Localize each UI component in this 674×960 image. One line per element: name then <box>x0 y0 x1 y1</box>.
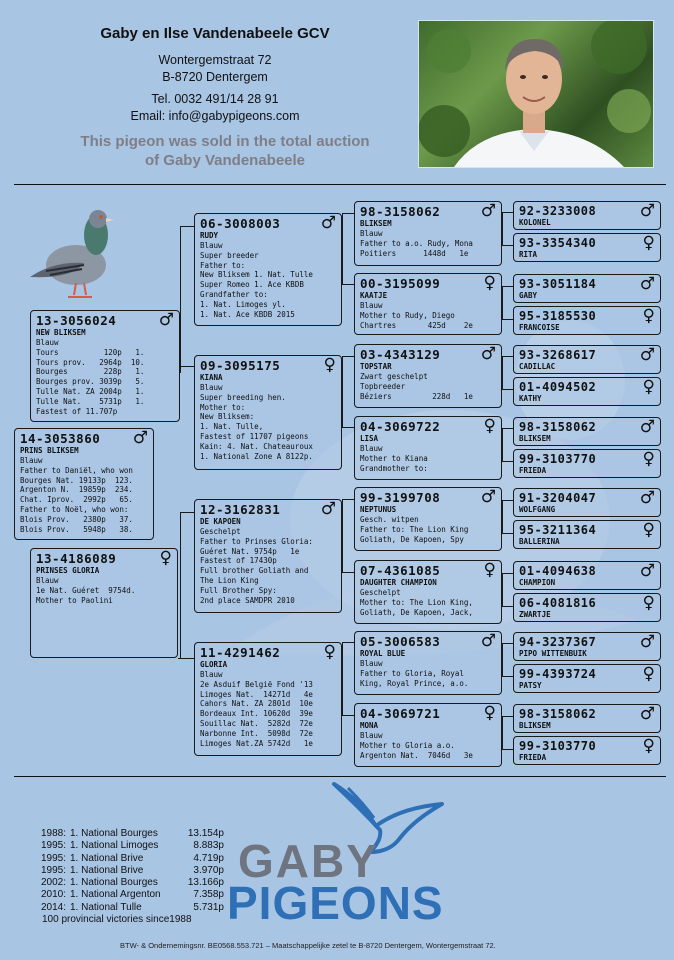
logo-text-gaby: GABY <box>238 835 379 887</box>
header-divider <box>14 184 666 185</box>
info-line: King, Royal Prince, a.o. <box>360 678 469 688</box>
gen3-card-neptunus[interactable] <box>354 487 502 551</box>
info-line: Goliath, De Kapoen, Jack, <box>360 607 473 617</box>
female-icon: ♀ <box>642 233 655 253</box>
female-icon: ♀ <box>483 560 496 580</box>
pigeon-name: BLIKSEM <box>519 721 551 730</box>
achievement-year: 2002: <box>40 877 66 889</box>
main-pigeon-card[interactable] <box>30 310 180 422</box>
gen4-card[interactable] <box>513 632 661 661</box>
gen4-card[interactable] <box>513 306 661 335</box>
male-icon: ♂ <box>639 417 655 437</box>
address-street: Wontergemstraat 72 <box>158 53 272 67</box>
info-line: 1. Nat. Ace KBDB 2015 <box>200 309 295 319</box>
info-line: Grandmother to: <box>360 463 428 473</box>
info-line: Blauw <box>360 301 383 310</box>
info-line: Full brother Goliath and <box>200 566 309 576</box>
info-line: Blauw <box>200 241 223 250</box>
gen4-card[interactable] <box>513 593 661 622</box>
info-line: Tours prov. 2964p 10. <box>36 357 145 367</box>
pigeon-name: CADILLAC <box>519 362 556 371</box>
info-line: 2e Asduif België Fond '13 <box>200 679 313 689</box>
female-icon: ♀ <box>483 273 496 293</box>
pigeon-name: CHAMPION <box>519 578 556 587</box>
male-icon: ♂ <box>320 499 336 519</box>
female-icon: ♀ <box>642 449 655 469</box>
info-line: Blauw <box>20 456 43 465</box>
male-icon: ♂ <box>639 274 655 294</box>
connector-dam-to-gen2 <box>180 512 195 659</box>
info-line: Father to: The Lion King <box>360 524 469 534</box>
male-icon: ♂ <box>639 561 655 581</box>
info-line: Mother to: <box>200 402 246 412</box>
info-line: Fastest of 17430p <box>200 556 277 566</box>
info-line: Blauw <box>360 731 383 740</box>
dam-card[interactable] <box>30 548 178 658</box>
info-line: 1e Nat. Guéret 9754d. <box>36 585 136 595</box>
info-line: Geschelpt <box>360 588 401 597</box>
info-line: 1. National Zone A 8122p. <box>200 451 313 461</box>
info-line: Argenton Nat. 7046d 3e <box>360 750 473 760</box>
ring-number: 01-4094638 <box>519 564 597 578</box>
pigeon-name: RUDY <box>200 231 219 240</box>
female-icon: ♀ <box>642 664 655 684</box>
logo-text-pigeons: PIGEONS <box>227 877 444 929</box>
male-icon: ♂ <box>639 201 655 221</box>
ring-number: 99-3103770 <box>519 452 597 466</box>
pigeon-name: DAUGHTER CHAMPION <box>360 578 437 587</box>
achievement-event: 1. National Bourges <box>70 828 158 839</box>
pigeon-name: ZWARTJE <box>519 610 551 619</box>
gen3-card-topstar[interactable] <box>354 344 502 408</box>
company-footer: BTW- & Ondernemingsnr. BE0568.553.721 – Maatschappelijke zetel te B-8720 Dentergem, Wontergemstraat 72. <box>120 941 496 950</box>
gen4-card[interactable] <box>513 345 661 374</box>
pigeon-name: PATSY <box>519 681 542 690</box>
pigeon-name: FRIEDA <box>519 466 547 475</box>
info-line: Béziers 228d 1e <box>360 391 473 401</box>
info-line: Super breeding hen. <box>200 392 286 402</box>
ring-number: 91-3204047 <box>519 491 597 505</box>
achievement-year: 1995: <box>40 840 66 852</box>
ring-number: 95-3185530 <box>519 309 597 323</box>
info-line: Father to a.o. Rudy, Mona <box>360 238 473 248</box>
sold-notice-line-2: of Gaby Vandenabeele <box>144 152 306 169</box>
pigeon-name: LISA <box>360 434 379 443</box>
gen4-card[interactable] <box>513 449 661 478</box>
achievement-event: 1. National Tulle <box>70 901 142 913</box>
achievement-row <box>34 889 224 901</box>
info-line: Blauw <box>36 338 59 347</box>
achievement-row <box>34 877 224 889</box>
pigeon-name: PRINSES GLORIA <box>36 566 100 575</box>
info-line: Mother to Paolini <box>36 595 113 605</box>
info-line: Kain: 4. Nat. Chateauroux <box>200 441 313 451</box>
info-line: Father to Gloria, Royal <box>360 668 464 678</box>
info-line: Chat. Iprov. 2992p 65. <box>20 495 133 505</box>
pigeon-name: NEW BLIKSEM <box>36 328 86 337</box>
ring-number: 04-3069721 <box>360 706 441 721</box>
info-line: Blois Prov. 5948p 38. <box>20 524 133 534</box>
info-line: Father to: <box>200 260 246 270</box>
info-line: Father to Prinses Gloria: <box>200 536 313 546</box>
info-line: Souillac Nat. 5282d 72e <box>200 718 313 728</box>
female-icon: ♀ <box>642 377 655 397</box>
pigeon-name: GLORIA <box>200 660 228 669</box>
pigeon-name: GABY <box>519 291 538 300</box>
female-icon: ♀ <box>483 703 496 723</box>
pigeon-name: PIPO WITTENBUIK <box>519 649 587 658</box>
achievement-year: 1995: <box>40 864 66 876</box>
achievement-points: 13.154p <box>187 828 224 839</box>
info-line: 1. Nat. Tulle, <box>200 422 264 432</box>
gen3-card-daughter-champion[interactable] <box>354 560 502 624</box>
gen4-card[interactable] <box>513 736 661 765</box>
info-line: Blauw <box>36 576 59 585</box>
ring-number: 05-3006583 <box>360 634 441 649</box>
info-line: Mother to Rudy, Diego <box>360 310 455 320</box>
connector-main-to-kiana <box>180 366 194 367</box>
info-line: Blauw <box>360 229 383 238</box>
achievement-points: 5.731p <box>193 901 224 913</box>
sire-card[interactable] <box>14 428 154 540</box>
female-icon: ♀ <box>642 736 655 756</box>
gen4-card[interactable] <box>513 704 661 733</box>
info-line: Limoges Nat.ZA 5742d 1e <box>200 738 313 748</box>
female-icon: ♀ <box>323 642 336 662</box>
connector-dam-to-gloria <box>178 658 194 659</box>
gen2-card-de-kapoen[interactable] <box>194 499 342 613</box>
info-line: 1. Nat. Limoges yl. <box>200 299 286 309</box>
male-icon: ♂ <box>639 488 655 508</box>
achievement-event: 1. National Brive <box>70 864 144 876</box>
info-line: Mother to Gloria a.o. <box>360 740 455 750</box>
gen4-card[interactable] <box>513 488 661 517</box>
female-icon: ♀ <box>642 306 655 326</box>
achievements-list <box>34 828 224 926</box>
info-line: Guéret Nat. 9754p 1e <box>200 546 300 556</box>
female-icon: ♀ <box>483 416 496 436</box>
info-line: Blauw <box>360 444 383 453</box>
info-line: Super breeder <box>200 250 259 260</box>
breeder-name: Gaby en Ilse Vandenabeele GCV <box>100 25 330 42</box>
pigeon-name: NEPTUNUS <box>360 505 397 514</box>
female-icon: ♀ <box>159 548 172 568</box>
gen2-card-rudy[interactable] <box>194 213 342 326</box>
sold-notice <box>60 132 390 170</box>
ring-number: 00-3195099 <box>360 276 441 291</box>
info-line: Blauw <box>200 383 223 392</box>
info-line: Blois Prov. 2380p 37. <box>20 514 133 524</box>
phone-number: Tel. 0032 491/14 28 91 <box>151 92 279 106</box>
ring-number: 03-4343129 <box>360 347 441 362</box>
ring-number: 06-4081816 <box>519 596 597 610</box>
info-line: Gesch. witpen <box>360 515 419 524</box>
achievement-points: 13.166p <box>187 877 224 889</box>
achievement-event: 1. National Bourges <box>70 877 158 889</box>
gen4-card[interactable] <box>513 377 661 406</box>
achievement-points: 8.883p <box>193 840 224 852</box>
pigeon-name: BLIKSEM <box>360 219 392 228</box>
info-line: Zwart geschelpt <box>360 372 428 381</box>
info-line: Cahors Nat. ZA 2801d 10e <box>200 699 313 709</box>
info-line: Bourges 228p 1. <box>36 367 145 377</box>
info-line: 2nd place SAMDPR 2010 <box>200 595 295 605</box>
breeder-portrait-icon <box>419 21 653 167</box>
achievement-year: 1988: <box>40 828 66 839</box>
ring-number: 93-3051184 <box>519 277 597 291</box>
achievement-row <box>34 828 224 840</box>
pigeon-name: FRANCOISE <box>519 323 560 332</box>
info-line: Super Romeo 1. Ace KBDB <box>200 280 304 290</box>
pedigree-divider <box>14 776 666 777</box>
achievement-row <box>34 865 224 877</box>
male-icon: ♂ <box>480 201 496 221</box>
ring-number: 14-3053860 <box>20 431 101 446</box>
gen4-card[interactable] <box>513 520 661 549</box>
male-icon: ♂ <box>639 704 655 724</box>
male-icon: ♂ <box>480 631 496 651</box>
female-icon: ♀ <box>642 520 655 540</box>
connector-main-to-rudy <box>180 226 195 373</box>
info-line: Mother to: The Lion King, <box>360 597 473 607</box>
info-line: Fastest of 11707 pigeons <box>200 431 309 441</box>
achievement-points: 4.719p <box>193 852 224 864</box>
info-line: Fastest of 11.707p <box>36 406 118 416</box>
gen2-card-kiana[interactable] <box>194 355 342 470</box>
info-line: Blauw <box>360 659 383 668</box>
gen3-card-lisa[interactable] <box>354 416 502 480</box>
achievements-summary: 100 provincial victories since1988 <box>42 914 192 926</box>
female-icon: ♀ <box>323 355 336 375</box>
achievement-event: 1. National Limoges <box>70 840 159 852</box>
ring-number: 98-3158062 <box>360 204 441 219</box>
ring-number: 99-3103770 <box>519 739 597 753</box>
info-line: Chartres 425d 2e <box>360 320 473 330</box>
ring-number: 04-3069722 <box>360 419 441 434</box>
info-line: The Lion King <box>200 575 259 585</box>
email-address[interactable]: Email: info@gabypigeons.com <box>130 109 300 123</box>
achievement-year: 2010: <box>40 889 66 901</box>
info-line: New Bliksem: <box>200 412 255 422</box>
female-icon: ♀ <box>642 593 655 613</box>
ring-number: 93-3268617 <box>519 348 597 362</box>
gen3-card-mona[interactable] <box>354 703 502 767</box>
info-line: Limoges Nat. 14271d 4e <box>200 689 313 699</box>
pigeon-photo-icon <box>24 205 116 301</box>
ring-number: 98-3158062 <box>519 420 597 434</box>
ring-number: 07-4361085 <box>360 563 441 578</box>
pigeon-name: TOPSTAR <box>360 362 392 371</box>
info-line: Argenton N. 19859p 234. <box>20 485 133 495</box>
info-line: Mother to Kiana <box>360 453 428 463</box>
gen3-card-royal-blue[interactable] <box>354 631 502 695</box>
pigeon-name: BALLERINA <box>519 537 560 546</box>
ring-number: 94-3237367 <box>519 635 597 649</box>
gen4-card[interactable] <box>513 561 661 590</box>
achievement-event: 1. National Argenton <box>70 889 161 901</box>
info-line: Father to Daniël, who won <box>20 465 133 475</box>
male-icon: ♂ <box>480 344 496 364</box>
pigeon-name: BLIKSEM <box>519 434 551 443</box>
pigeon-name: RITA <box>519 250 538 259</box>
ring-number: 06-3008003 <box>200 216 281 231</box>
achievement-event: 1. National Brive <box>70 852 144 864</box>
info-line: Tours 120p 1. <box>36 347 145 357</box>
pigeon-name: DE KAPOEN <box>200 517 241 526</box>
info-line: Grandfather to: <box>200 289 268 299</box>
breeder-photo <box>418 20 654 168</box>
ring-number: 98-3158062 <box>519 707 597 721</box>
achievement-year: 1995: <box>40 852 66 864</box>
pigeon-name: MONA <box>360 721 379 730</box>
pigeon-name: WOLFGANG <box>519 505 556 514</box>
ring-number: 92-3233008 <box>519 204 597 218</box>
gen4-card[interactable] <box>513 201 661 230</box>
ring-number: 11-4291462 <box>200 645 281 660</box>
pigeon-name: KOLONEL <box>519 218 551 227</box>
ring-number: 93-3354340 <box>519 236 597 250</box>
info-line: Bourges Nat. 19133p 123. <box>20 475 133 485</box>
ring-number: 09-3095175 <box>200 358 281 373</box>
gen4-card[interactable] <box>513 274 661 303</box>
pigeon-name: FRIEDA <box>519 753 547 762</box>
info-line: Tulle Nat. ZA 2004p 1. <box>36 386 145 396</box>
achievement-row <box>34 853 224 865</box>
info-line: Goliath, De Kapoen, Spy <box>360 534 464 544</box>
male-icon: ♂ <box>639 632 655 652</box>
achievement-points: 3.970p <box>193 864 224 876</box>
ring-number: 99-3199708 <box>360 490 441 505</box>
male-icon: ♂ <box>320 213 336 233</box>
pigeon-name: KATHY <box>519 394 542 403</box>
info-line: Poitiers 1448d 1e <box>360 248 469 258</box>
gen2-card-gloria[interactable] <box>194 642 342 756</box>
achievement-row <box>34 902 224 914</box>
address-city: B-8720 Dentergem <box>162 70 268 84</box>
info-line: Narbonne Int. 5098d 72e <box>200 728 313 738</box>
ring-number: 99-4393724 <box>519 667 597 681</box>
gen3-card-bliksem[interactable] <box>354 201 502 266</box>
ring-number: 01-4094502 <box>519 380 597 394</box>
info-line: New Bliksem 1. Nat. Tulle <box>200 270 313 280</box>
info-line: Father to Noël, who won: <box>20 504 129 514</box>
ring-number: 95-3211364 <box>519 523 597 537</box>
info-line: Geschelpt <box>200 527 241 536</box>
achievement-year: 2014: <box>40 901 66 913</box>
achievement-points: 7.358p <box>193 889 224 901</box>
male-icon: ♂ <box>480 487 496 507</box>
ring-number: 13-4186089 <box>36 551 117 566</box>
gen4-card[interactable] <box>513 233 661 262</box>
info-line: Full Brother Spy: <box>200 585 277 595</box>
info-line: Bordeaux Int. 10620d 39e <box>200 709 313 719</box>
info-line: Blauw <box>200 670 223 679</box>
achievement-row <box>34 840 224 852</box>
male-icon: ♂ <box>132 428 148 448</box>
ring-number: 12-3162831 <box>200 502 281 517</box>
male-icon: ♂ <box>639 345 655 365</box>
pigeon-name: ROYAL BLUE <box>360 649 406 658</box>
info-line: Bourges prov. 3039p 5. <box>36 377 145 387</box>
info-line: Topbreeder <box>360 381 406 391</box>
male-icon: ♂ <box>158 310 174 330</box>
info-line: Tulle Nat. 5731p 1. <box>36 396 145 406</box>
sold-notice-line-1: This pigeon was sold in the total auction <box>80 133 370 150</box>
gen4-card[interactable] <box>513 417 661 446</box>
pigeon-name: PRINS BLIKSEM <box>20 446 79 455</box>
pigeon-name: KAATJE <box>360 291 388 300</box>
pigeon-name: KIANA <box>200 373 223 382</box>
gen4-card[interactable] <box>513 664 661 693</box>
gen3-card-kaatje[interactable] <box>354 273 502 335</box>
ring-number: 13-3056024 <box>36 313 117 328</box>
